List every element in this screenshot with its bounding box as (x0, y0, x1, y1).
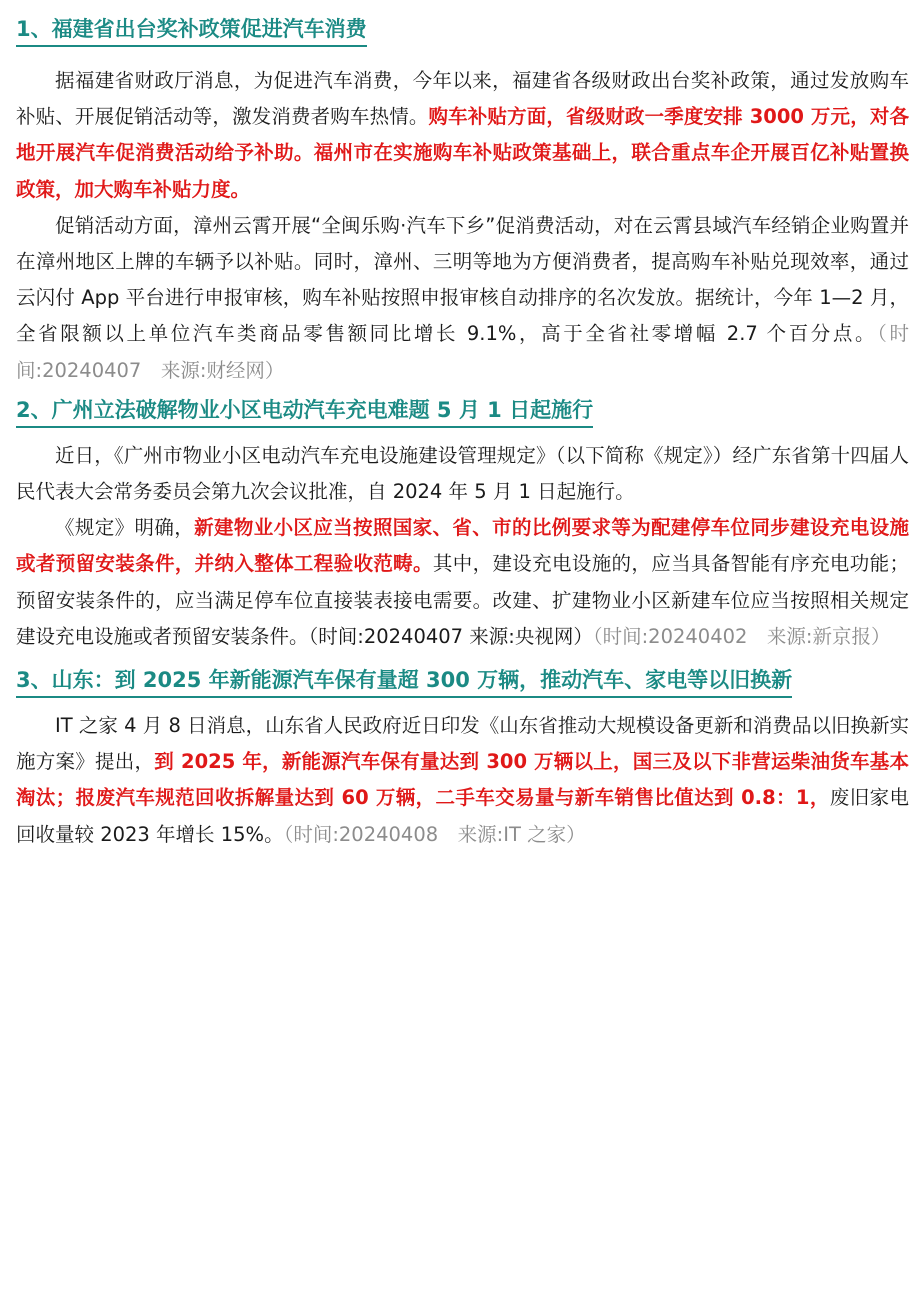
section-3-paragraph-1-lead: IT 之家 4 月 8 日消息，山东省人民政府近日印发《山东省推动大规模设备更新和消费品以旧换新实施方案》提出， (16, 714, 909, 774)
section-2-source: （时间:20240402 来源:新京报） (592, 624, 891, 648)
section-1-source: （时间:20240407 来源:财经网） (16, 322, 909, 382)
section-1-paragraph-1-text: 据福建省财政厅消息，为促进汽车消费，今年以来，福建省各级财政出台奖补政策，通过发放购车补贴、开展促销活动等，激发消费者购车热情。 (16, 69, 909, 129)
section-2-highlight: 新建物业小区应当按照国家、省、市的比例要求等为配建停车位同步建设充电设施或者预留安装条件，并纳入整体工程验收范畴。 (16, 516, 909, 576)
section-3 (16, 655, 909, 853)
section-3-paragraph-1 (16, 708, 909, 853)
section-2-paragraph-2-text: 其中，建设充电设施的，应当具备智能有序充电功能；预留安装条件的，应当满足停车位直接装表接电需要。改建、扩建物业小区新建车位应当按照相关规定建设充电设施或者预留安装条件。（时间:20240407 来源:央视网） (16, 552, 909, 648)
section-3-highlight: 到 2025 年，新能源汽车保有量达到 300 万辆以上，国三及以下非营运柴油货车基本淘汰；报废汽车规范回收拆解量达到 60 万辆，二手车交易量与新车销售比值达到 0.8：1， (16, 750, 909, 810)
section-2-title: 2、广州立法破解物业小区电动汽车充电难题 5 月 1 日起施行 (16, 395, 593, 428)
section-2-paragraph-2-lead: 《规定》明确， (55, 516, 195, 540)
section-3-source: （时间:20240408 来源:IT 之家） (283, 822, 586, 846)
section-1-paragraph-1 (16, 63, 909, 208)
section-2 (16, 389, 909, 655)
section-1 (16, 14, 909, 389)
section-2-paragraph-2 (16, 510, 909, 655)
section-1-highlight: 购车补贴方面，省级财政一季度安排 3000 万元，对各地开展汽车促消费活动给予补助。福州市在实施购车补贴政策基础上，联合重点车企开展百亿补贴置换政策，加大购车补贴力度。 (16, 105, 909, 201)
section-1-paragraph-2 (16, 208, 909, 389)
section-1-title: 1、福建省出台奖补政策促进汽车消费 (16, 14, 367, 47)
section-3-title: 3、山东：到 2025 年新能源汽车保有量超 300 万辆，推动汽车、家电等以旧换新 (16, 665, 792, 698)
section-1-paragraph-2-text: 促销活动方面，漳州云霄开展“全闽乐购·汽车下乡”促消费活动，对在云霄县域汽车经销企业购置并在漳州地区上牌的车辆予以补贴。同时，漳州、三明等地为方便消费者，提高购车补贴兑现效率，通过云闪付 App 平台进行申报审核，购车补贴按照申报审核自动排序的名次发放。据统计，今年 1—2 月，全省限额以上单位汽车类商品零售额同比增长 9.1%，高于全省社零增幅 2.7 个百分点。 (16, 213, 909, 346)
section-2-paragraph-1: 近日，《广州市物业小区电动汽车充电设施建设管理规定》（以下简称《规定》）经广东省第十四届人民代表大会常务委员会第九次会议批准，自 2024 年 5 月 1 日起施行。 (16, 443, 909, 504)
section-3-paragraph-1-text: 废旧家电回收量较 2023 年增长 15%。 (16, 786, 909, 846)
